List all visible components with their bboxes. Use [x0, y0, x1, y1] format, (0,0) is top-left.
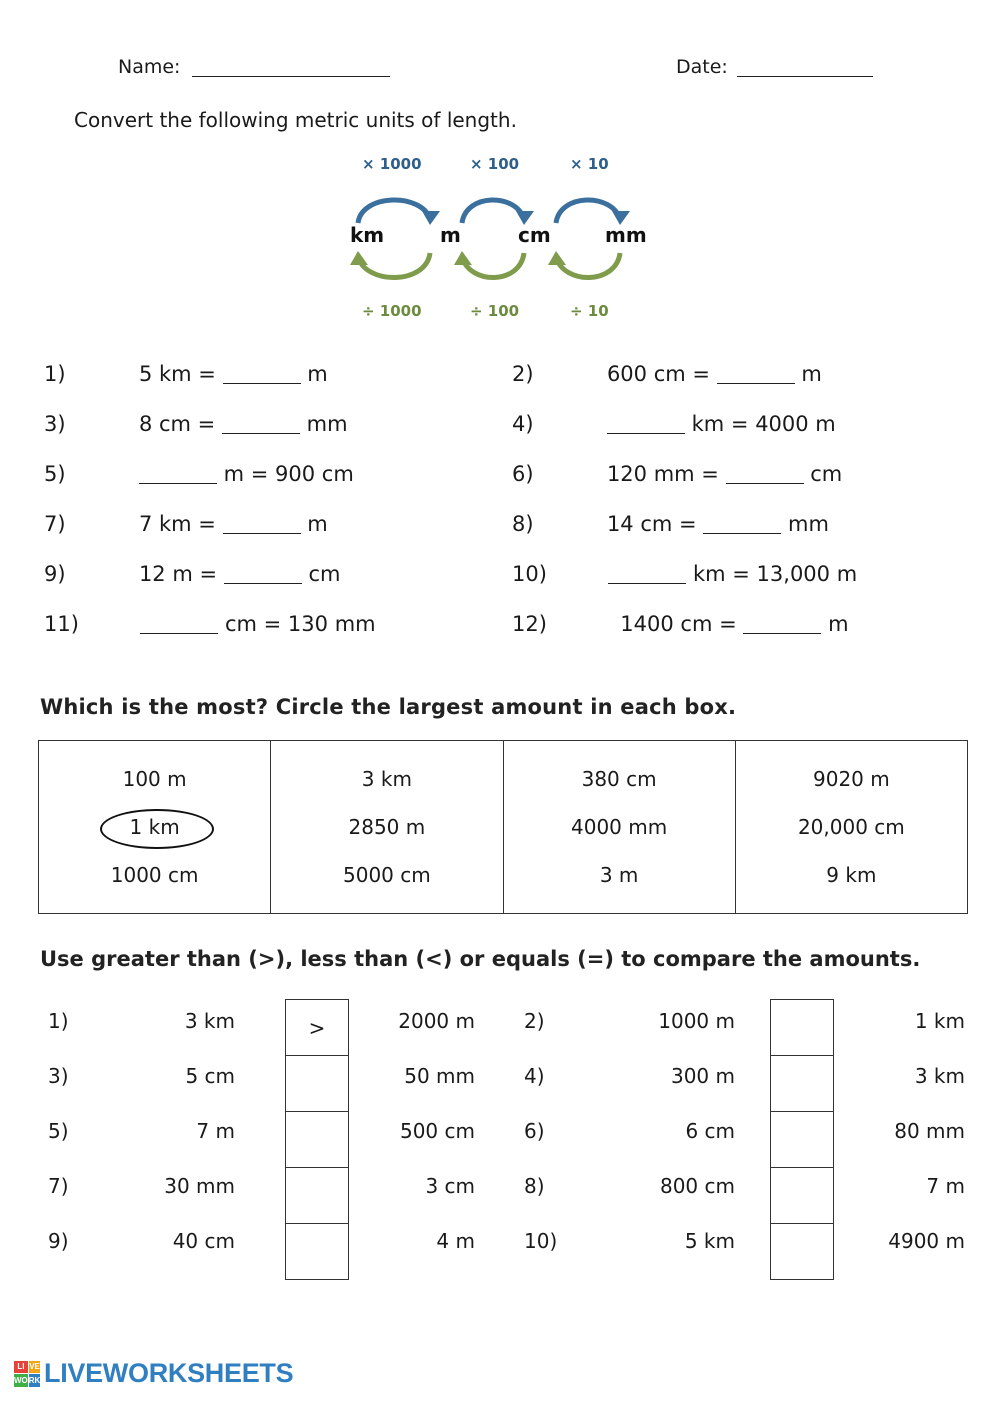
problem-1: [44, 362, 328, 386]
problem-5-number: 5): [44, 462, 66, 486]
problem-12-text: 1400 cm =: [620, 612, 737, 636]
compare-1-right: 2000 m: [398, 1009, 475, 1033]
compare-4-right: 3 km: [914, 1064, 965, 1088]
compare-answers-left: [285, 999, 349, 1280]
box-3-option-2[interactable]: 4000 mm: [571, 815, 668, 839]
box-column-2: [271, 741, 503, 913]
problem-12-answer-blank[interactable]: [743, 633, 821, 634]
box-column-3: [504, 741, 736, 913]
compare-10-number: 10): [524, 1229, 558, 1253]
compare-5-left: 7 m: [196, 1119, 235, 1143]
logo-tile-ve: VE: [29, 1362, 40, 1372]
compare-3-left: 5 cm: [185, 1064, 235, 1088]
compare-8-answer[interactable]: [771, 1168, 833, 1224]
box-2-option-1[interactable]: 3 km: [361, 767, 412, 791]
problem-10: [512, 562, 857, 586]
divide-labels: [330, 302, 670, 324]
compare-7-answer[interactable]: [286, 1168, 348, 1224]
box-4-option-3[interactable]: 9 km: [826, 863, 877, 887]
problem-7-number: 7): [44, 512, 66, 536]
problem-2-text: 600 cm =: [606, 362, 710, 386]
compare-2-answer[interactable]: [771, 1000, 833, 1056]
instruction-compare: Use greater than (>), less than (<) or equals (=) to compare the amounts.: [40, 947, 921, 971]
compare-4-answer[interactable]: [771, 1056, 833, 1112]
compare-9-right: 4 m: [436, 1229, 475, 1253]
problem-6-number: 6): [512, 462, 534, 486]
logo-tile-rk: RK: [28, 1375, 41, 1385]
problem-4-unit: km = 4000 m: [691, 412, 836, 436]
problem-8-text: 14 cm =: [606, 512, 697, 536]
unit-cm: cm: [518, 223, 551, 247]
logo-tile-li: LI: [14, 1361, 28, 1374]
problem-4-answer-blank[interactable]: [607, 433, 685, 434]
box-3-option-1[interactable]: 380 cm: [581, 767, 657, 791]
problem-12-unit: m: [828, 612, 849, 636]
multiply-label-2: × 100: [470, 155, 520, 173]
box-4-option-1[interactable]: 9020 m: [813, 767, 890, 791]
problem-5-answer-blank[interactable]: [139, 483, 217, 484]
problem-9-unit: cm: [308, 562, 341, 586]
problem-7-answer-blank[interactable]: [223, 533, 301, 534]
compare-1-left: 3 km: [184, 1009, 235, 1033]
compare-2-right: 1 km: [914, 1009, 965, 1033]
worksheet-header: [0, 56, 1000, 86]
multiply-label-1: × 1000: [362, 155, 422, 173]
compare-3-number: 3): [48, 1064, 69, 1088]
divide-label-3: ÷ 10: [570, 302, 609, 320]
compare-4-left: 300 m: [670, 1064, 735, 1088]
compare-10-right: 4900 m: [888, 1229, 965, 1253]
compare-9-answer[interactable]: [286, 1224, 348, 1279]
compare-8-left: 800 cm: [659, 1174, 735, 1198]
unit-mm: mm: [605, 223, 647, 247]
liveworksheets-logo-icon: [14, 1361, 40, 1387]
compare-2-number: 2): [524, 1009, 545, 1033]
problem-4-number: 4): [512, 412, 534, 436]
unit-m: m: [440, 223, 461, 247]
problem-2-number: 2): [512, 362, 534, 386]
multiply-arrows-icon: [330, 179, 670, 227]
instruction-convert: Convert the following metric units of length.: [74, 108, 517, 132]
problem-8-unit: mm: [787, 512, 829, 536]
liveworksheets-footer[interactable]: [14, 1358, 293, 1389]
largest-amount-table: [38, 740, 968, 914]
box-4-option-2[interactable]: 20,000 cm: [797, 815, 905, 839]
problem-2-answer-blank[interactable]: [717, 383, 795, 384]
compare-7-number: 7): [48, 1174, 69, 1198]
problem-6-unit: cm: [810, 462, 843, 486]
multiply-label-3: × 10: [570, 155, 609, 173]
compare-7-right: 3 cm: [425, 1174, 475, 1198]
compare-8-number: 8): [524, 1174, 545, 1198]
problem-7-unit: m: [307, 512, 328, 536]
problem-9-number: 9): [44, 562, 66, 586]
compare-7-left: 30 mm: [164, 1174, 235, 1198]
box-1-option-3[interactable]: 1000 cm: [110, 863, 199, 887]
problem-10-unit: km = 13,000 m: [692, 562, 858, 586]
date-label: Date:: [676, 56, 728, 78]
problem-11-number: 11): [44, 612, 79, 636]
compare-1-answer[interactable]: >: [286, 1000, 348, 1056]
box-1-option-2[interactable]: [100, 803, 210, 851]
problem-10-number: 10): [512, 562, 547, 586]
problem-11: [44, 612, 376, 636]
problem-8-answer-blank[interactable]: [703, 533, 781, 534]
compare-1-number: 1): [48, 1009, 69, 1033]
instruction-circle-largest: Which is the most? Circle the largest amount in each box.: [40, 695, 737, 719]
problem-10-answer-blank[interactable]: [608, 583, 686, 584]
compare-2-left: 1000 m: [658, 1009, 735, 1033]
compare-10-left: 5 km: [684, 1229, 735, 1253]
problem-3: [44, 412, 348, 436]
problem-5-unit: m = 900 cm: [223, 462, 354, 486]
problem-1-answer-blank[interactable]: [223, 383, 301, 384]
metric-conversion-diagram: [330, 155, 670, 335]
problem-1-number: 1): [44, 362, 66, 386]
divide-label-1: ÷ 1000: [362, 302, 422, 320]
problem-9: [44, 562, 340, 586]
problem-5: [44, 462, 354, 486]
divide-label-2: ÷ 100: [470, 302, 520, 320]
compare-6-answer[interactable]: [771, 1112, 833, 1168]
box-column-4: [736, 741, 967, 913]
logo-tile-wo: WO: [14, 1375, 28, 1385]
compare-answers-right: [770, 999, 834, 1280]
problem-11-unit: cm = 130 mm: [224, 612, 376, 636]
compare-5-answer[interactable]: [286, 1112, 348, 1168]
problem-7-text: 7 km =: [138, 512, 216, 536]
problem-1-text: 5 km =: [138, 362, 216, 386]
problem-11-answer-blank[interactable]: [140, 633, 218, 634]
compare-3-right: 50 mm: [404, 1064, 475, 1088]
name-input-line[interactable]: [192, 76, 390, 77]
problem-6-answer-blank[interactable]: [726, 483, 804, 484]
compare-10-answer[interactable]: [771, 1224, 833, 1279]
box-2-option-3[interactable]: 5000 cm: [343, 863, 431, 887]
box-3-option-3[interactable]: 3 m: [599, 863, 639, 887]
box-2-option-2[interactable]: 2850 m: [348, 815, 426, 839]
problem-3-text: 8 cm =: [138, 412, 216, 436]
compare-5-right: 500 cm: [399, 1119, 475, 1143]
box-1-option-1[interactable]: 100 m: [122, 767, 187, 791]
compare-8-right: 7 m: [926, 1174, 965, 1198]
compare-6-left: 6 cm: [685, 1119, 735, 1143]
date-input-line[interactable]: [737, 76, 873, 77]
name-label: Name:: [118, 56, 181, 78]
problem-6: [512, 462, 842, 486]
problem-3-unit: mm: [306, 412, 348, 436]
box-column-1: [39, 741, 271, 913]
compare-3-answer[interactable]: [286, 1056, 348, 1112]
unit-km: km: [350, 223, 385, 247]
problem-9-answer-blank[interactable]: [224, 583, 302, 584]
problem-12-number: 12): [512, 612, 547, 636]
circled-answer[interactable]: 1 km: [100, 803, 210, 851]
divide-arrows-icon: [330, 247, 670, 297]
compare-6-number: 6): [524, 1119, 545, 1143]
problem-6-text: 120 mm =: [606, 462, 719, 486]
problem-9-text: 12 m =: [138, 562, 218, 586]
compare-9-number: 9): [48, 1229, 69, 1253]
problem-8-number: 8): [512, 512, 534, 536]
compare-9-left: 40 cm: [172, 1229, 235, 1253]
liveworksheets-brand: LIVEWORKSHEETS: [44, 1358, 294, 1388]
problem-2-unit: m: [801, 362, 822, 386]
compare-6-right: 80 mm: [894, 1119, 965, 1143]
problem-3-number: 3): [44, 412, 66, 436]
problem-8: [512, 512, 829, 536]
problem-7: [44, 512, 328, 536]
problem-12: [512, 612, 849, 636]
compare-4-number: 4): [524, 1064, 545, 1088]
problem-1-unit: m: [307, 362, 328, 386]
multiply-labels: [330, 155, 670, 177]
problem-2: [512, 362, 822, 386]
compare-5-number: 5): [48, 1119, 69, 1143]
problem-4: [512, 412, 836, 436]
problem-3-answer-blank[interactable]: [222, 433, 300, 434]
